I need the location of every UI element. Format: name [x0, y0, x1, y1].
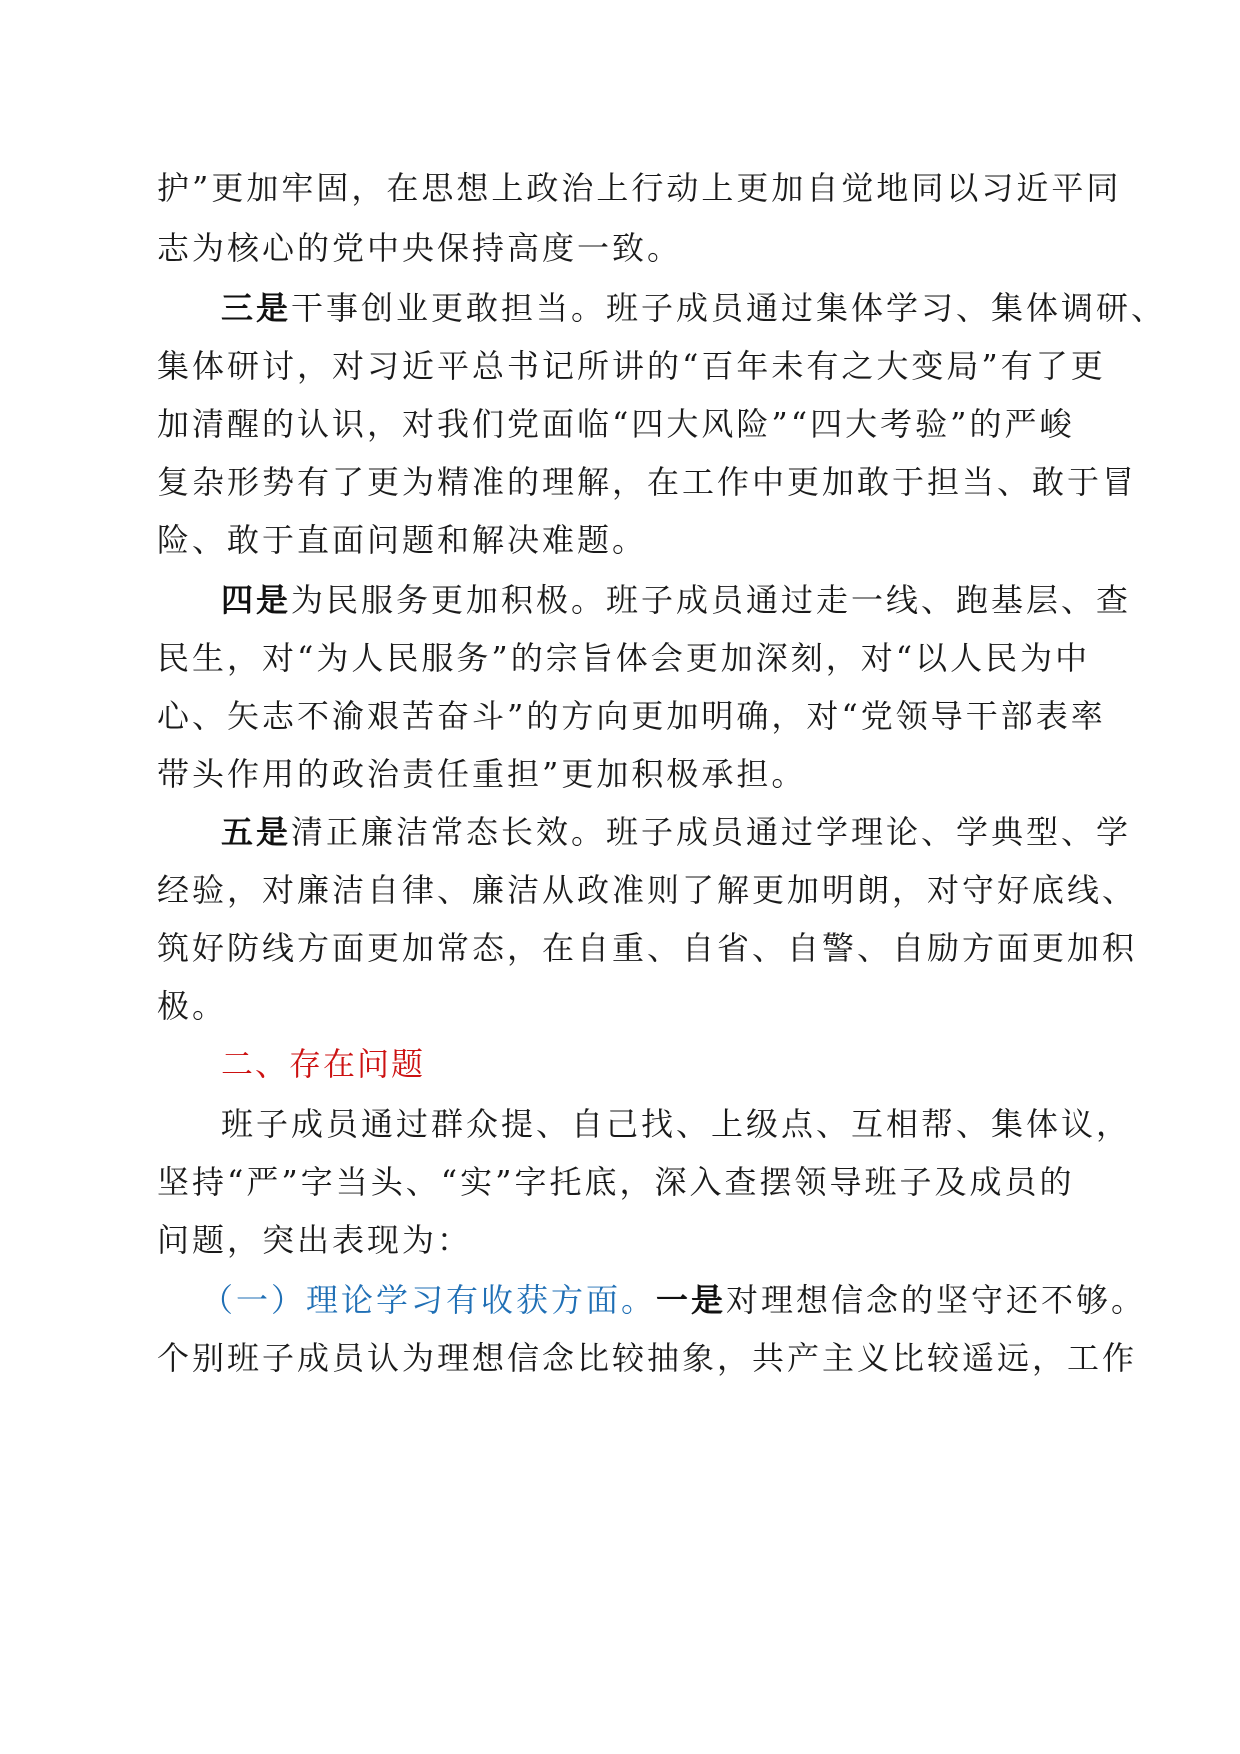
p6-line-1 — [201, 1280, 1147, 1320]
p2-line-1 — [221, 288, 1167, 328]
p3-line-1 — [221, 580, 1132, 620]
p2-line-3: 加清醒的认识，对我们党面临“四大风险”“四大考验”的严峻 — [157, 405, 1075, 443]
p6-lead: 一是 — [656, 1281, 727, 1319]
p4-line-4: 极。 — [157, 987, 228, 1025]
p1-line-1: 护”更加牢固，在思想上政治上行动上更加自觉地同以习近平同 — [157, 169, 1122, 207]
p3-line-4: 带头作用的政治责任重担”更加积极承担。 — [157, 755, 807, 793]
p2-line-1-text: 干事创业更敢担当。班子成员通过集体学习、集体调研、 — [291, 289, 1167, 327]
p2-lead: 三是 — [221, 289, 292, 327]
p2-line-2: 集体研讨，对习近平总书记所讲的“百年未有之大变局”有了更 — [157, 347, 1106, 385]
p4-line-2: 经验，对廉洁自律、廉洁从政准则了解更加明朗，对守好底线、 — [157, 871, 1138, 909]
p3-line-3: 心、矢志不渝艰苦奋斗”的方向更加明确，对“党领导干部表率 — [157, 697, 1106, 735]
p4-line-1-text: 清正廉洁常态长效。班子成员通过学理论、学典型、学 — [291, 813, 1132, 851]
p5-line-1: 班子成员通过群众提、自己找、上级点、互相帮、集体议， — [221, 1105, 1132, 1143]
p5-line-2: 坚持“严”字当头、“实”字托底，深入查摆领导班子及成员的 — [157, 1163, 1075, 1201]
p4-line-1 — [221, 812, 1132, 852]
p6-line-2: 个别班子成员认为理想信念比较抽象，共产主义比较遥远，工作 — [157, 1339, 1138, 1377]
p3-lead: 四是 — [221, 581, 292, 619]
p3-line-1-text: 为民服务更加积极。班子成员通过走一线、跑基层、查 — [291, 581, 1132, 619]
p4-lead: 五是 — [221, 813, 292, 851]
p1-line-2: 志为核心的党中央保持高度一致。 — [157, 229, 683, 267]
p2-line-5: 险、敢于直面问题和解决难题。 — [157, 521, 648, 559]
p6-subheading: （一）理论学习有收获方面。 — [201, 1281, 657, 1319]
p6-line-1-text: 对理想信念的坚守还不够。 — [726, 1281, 1147, 1319]
section-heading: 二、存在问题 — [221, 1045, 426, 1083]
p3-line-2: 民生，对“为人民服务”的宗旨体会更加深刻，对“以人民为中 — [157, 639, 1091, 677]
p4-line-3: 筑好防线方面更加常态，在自重、自省、自警、自励方面更加积 — [157, 929, 1138, 967]
p5-line-3: 问题，突出表现为： — [157, 1221, 473, 1259]
p2-line-4: 复杂形势有了更为精准的理解，在工作中更加敢于担当、敢于冒 — [157, 463, 1138, 501]
